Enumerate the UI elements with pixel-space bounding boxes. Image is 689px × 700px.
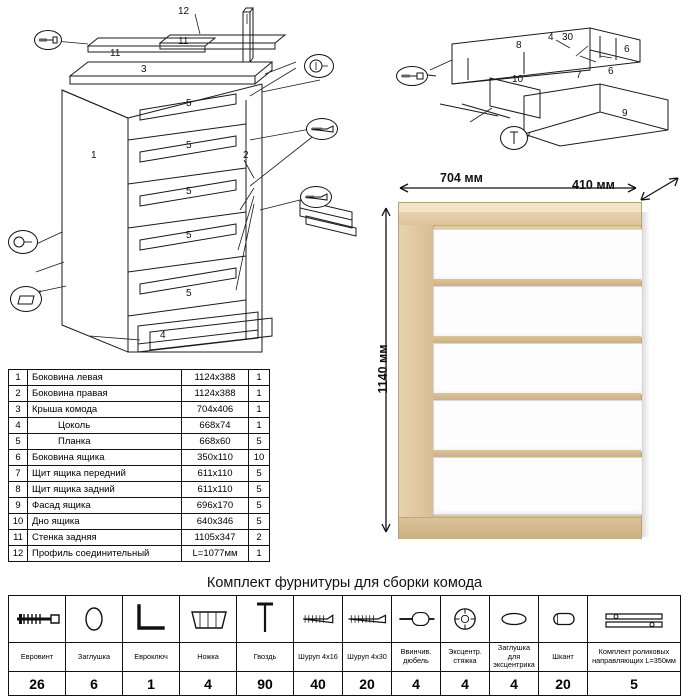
hardware-icon-cell xyxy=(123,596,180,643)
part-label-5d: 5 xyxy=(186,230,192,241)
parts-table xyxy=(8,369,270,562)
hardware-count-cell: 4 xyxy=(180,672,237,696)
parts-table-row xyxy=(9,546,270,562)
part-number: 11 xyxy=(9,530,28,546)
part-size: 1124х388 xyxy=(182,370,249,386)
dimension-depth: 410 мм xyxy=(572,178,615,192)
hardware-name-cell: Евровинт xyxy=(9,643,66,672)
part-label-5a: 5 xyxy=(186,98,192,109)
part-label-11b: 11 xyxy=(178,36,189,47)
part-number: 6 xyxy=(9,450,28,466)
parts-table-row xyxy=(9,386,270,402)
hardware-icon-cell xyxy=(490,596,539,643)
hardware-count-cell: 20 xyxy=(539,672,588,696)
nail-icon xyxy=(237,596,293,642)
drawer-front-1 xyxy=(433,229,643,281)
part-label-5e: 5 xyxy=(186,288,192,299)
hardware-count-cell: 90 xyxy=(237,672,294,696)
part-size: 696х170 xyxy=(182,498,249,514)
hardware-name-cell: Заглушка для эксцентрика xyxy=(490,643,539,672)
part-number: 1 xyxy=(9,370,28,386)
cam-lock-icon xyxy=(441,596,489,642)
part-qty: 2 xyxy=(249,530,270,546)
hardware-name-cell: Шкант xyxy=(539,643,588,672)
part-size: 350х110 xyxy=(182,450,249,466)
euro-screw-icon xyxy=(399,70,425,82)
part-label-5b: 5 xyxy=(186,140,192,151)
parts-table-row xyxy=(9,466,270,482)
part-number: 7 xyxy=(9,466,28,482)
part-size: 1124х388 xyxy=(182,386,249,402)
allen-key-icon xyxy=(123,596,179,642)
screw-4x16-icon xyxy=(294,596,342,642)
part-number: 8 xyxy=(9,482,28,498)
dowel-screw-icon xyxy=(392,596,440,642)
callout-bubble xyxy=(300,186,332,208)
part-size: 668х60 xyxy=(182,434,249,450)
parts-table-row xyxy=(9,402,270,418)
part-name: Фасад ящика xyxy=(28,498,182,514)
hardware-name-cell: Ввинчив. дюбель xyxy=(392,643,441,672)
drawer-label-10: 10 xyxy=(512,74,524,85)
callout-bubble xyxy=(34,30,62,50)
hardware-name-cell: Ножка xyxy=(180,643,237,672)
screw-icon xyxy=(303,191,329,203)
part-qty: 1 xyxy=(249,418,270,434)
hardware-icon-cell xyxy=(539,596,588,643)
callout-bubble xyxy=(306,118,338,140)
part-name: Планка xyxy=(28,434,182,450)
part-qty: 5 xyxy=(249,514,270,530)
part-name: Стенка задняя xyxy=(28,530,182,546)
callout-bubble xyxy=(8,230,38,254)
part-label-12: 12 xyxy=(178,6,190,17)
part-size: 1105х347 xyxy=(182,530,249,546)
hardware-name-cell: Евроключ xyxy=(123,643,180,672)
euro-screw-icon xyxy=(37,34,59,46)
leg-icon xyxy=(180,596,236,642)
parts-table-row xyxy=(9,482,270,498)
part-label-4: 4 xyxy=(160,330,166,341)
callout-bubble xyxy=(10,286,42,312)
part-label-2: 2 xyxy=(243,150,249,161)
part-name: Боковина левая xyxy=(28,370,182,386)
cam-lock-icon xyxy=(308,58,330,74)
hardware-count-cell: 20 xyxy=(343,672,392,696)
hardware-icon-cell xyxy=(237,596,294,643)
nail-icon xyxy=(504,130,524,146)
hardware-icon-cell xyxy=(294,596,343,643)
hardware-section-title: Комплект фурнитуры для сборки комода xyxy=(206,575,483,591)
part-label-11a: 11 xyxy=(110,48,121,59)
screw-icon xyxy=(309,123,335,135)
drawer-front-2 xyxy=(433,286,643,338)
parts-table-row xyxy=(9,530,270,546)
part-name: Боковина ящика xyxy=(28,450,182,466)
cam-cover-icon xyxy=(490,596,538,642)
dresser-drawers xyxy=(433,229,641,517)
part-name: Крыша комода xyxy=(28,402,182,418)
dresser-top-board xyxy=(399,203,641,226)
drawer-label-8: 8 xyxy=(516,40,522,51)
dresser-plinth xyxy=(399,517,641,539)
part-number: 5 xyxy=(9,434,28,450)
part-label-1: 1 xyxy=(91,150,97,161)
hardware-count-cell: 4 xyxy=(441,672,490,696)
hardware-icon-cell xyxy=(343,596,392,643)
part-number: 4 xyxy=(9,418,28,434)
cam-lock-icon xyxy=(12,234,34,250)
drawer-label-6b: 6 xyxy=(608,66,614,77)
part-number: 2 xyxy=(9,386,28,402)
leg-icon xyxy=(14,290,38,308)
part-number: 12 xyxy=(9,546,28,562)
hardware-counts-row xyxy=(9,672,681,696)
euro-screw-icon xyxy=(9,596,65,642)
screw-4x30-icon xyxy=(343,596,391,642)
parts-table-row xyxy=(9,418,270,434)
hardware-name-cell: Гвоздь xyxy=(237,643,294,672)
callout-bubble xyxy=(500,126,528,150)
hardware-count-cell: 4 xyxy=(490,672,539,696)
part-qty: 5 xyxy=(249,434,270,450)
hardware-icon-cell xyxy=(9,596,66,643)
hardware-name-cell: Комплект роликовых направляющих L=350мм xyxy=(588,643,681,672)
hardware-count-cell: 40 xyxy=(294,672,343,696)
parts-table-row xyxy=(9,370,270,386)
part-size: 640х346 xyxy=(182,514,249,530)
part-number: 10 xyxy=(9,514,28,530)
hardware-name-cell: Эксцентр. стяжка xyxy=(441,643,490,672)
part-qty: 1 xyxy=(249,402,270,418)
hardware-table xyxy=(8,595,681,696)
part-name: Щит ящика задний xyxy=(28,482,182,498)
part-qty: 5 xyxy=(249,498,270,514)
dimension-width: 704 мм xyxy=(440,171,483,185)
part-size: 611х110 xyxy=(182,482,249,498)
drawer-front-4 xyxy=(433,400,643,452)
drawer-front-5 xyxy=(433,457,643,515)
cap-plug-icon xyxy=(66,596,122,642)
dresser-product-image xyxy=(398,202,640,537)
part-name: Профиль соединительный xyxy=(28,546,182,562)
hardware-icon-cell xyxy=(392,596,441,643)
drawer-label-30: 30 xyxy=(562,32,574,43)
drawer-label-7: 7 xyxy=(576,70,582,81)
hardware-names-row xyxy=(9,643,681,672)
hardware-icon-cell xyxy=(441,596,490,643)
part-name: Щит ящика передний xyxy=(28,466,182,482)
slide-rail-icon xyxy=(588,596,680,642)
dresser-side-panel xyxy=(399,225,434,538)
callout-bubble xyxy=(304,54,334,78)
part-qty: 5 xyxy=(249,466,270,482)
part-qty: 10 xyxy=(249,450,270,466)
parts-table-row xyxy=(9,434,270,450)
part-qty: 1 xyxy=(249,546,270,562)
parts-table-row xyxy=(9,514,270,530)
hardware-count-cell: 6 xyxy=(66,672,123,696)
part-number: 9 xyxy=(9,498,28,514)
hardware-name-cell: Заглушка xyxy=(66,643,123,672)
hardware-count-cell: 1 xyxy=(123,672,180,696)
hardware-icon-cell xyxy=(588,596,681,643)
hardware-icon-cell xyxy=(66,596,123,643)
hardware-name-cell: Шуруп 4х16 xyxy=(294,643,343,672)
dowel-icon xyxy=(539,596,587,642)
hardware-count-cell: 4 xyxy=(392,672,441,696)
dimension-height: 1140 мм xyxy=(376,344,390,394)
hardware-name-cell: Шуруп 4х30 xyxy=(343,643,392,672)
part-label-5c: 5 xyxy=(186,186,192,197)
parts-table-row xyxy=(9,450,270,466)
part-qty: 5 xyxy=(249,482,270,498)
part-size: 668х74 xyxy=(182,418,249,434)
part-name: Боковина правая xyxy=(28,386,182,402)
hardware-icon-cell xyxy=(180,596,237,643)
part-name: Дно ящика xyxy=(28,514,182,530)
parts-table-row xyxy=(9,498,270,514)
part-size: L=1077мм xyxy=(182,546,249,562)
callout-bubble xyxy=(396,66,428,86)
hardware-count-cell: 26 xyxy=(9,672,66,696)
drawer-label-6a: 6 xyxy=(624,44,630,55)
drawer-label-9: 9 xyxy=(622,108,628,119)
part-name: Цоколь xyxy=(28,418,182,434)
part-label-3: 3 xyxy=(141,64,147,75)
dresser-carcass xyxy=(398,202,642,539)
part-size: 611х110 xyxy=(182,466,249,482)
hardware-icons-row xyxy=(9,596,681,643)
drawer-label-4: 4 xyxy=(548,32,554,43)
part-qty: 1 xyxy=(249,386,270,402)
part-number: 3 xyxy=(9,402,28,418)
part-size: 704х406 xyxy=(182,402,249,418)
part-qty: 1 xyxy=(249,370,270,386)
drawer-front-3 xyxy=(433,343,643,395)
hardware-count-cell: 5 xyxy=(588,672,681,696)
